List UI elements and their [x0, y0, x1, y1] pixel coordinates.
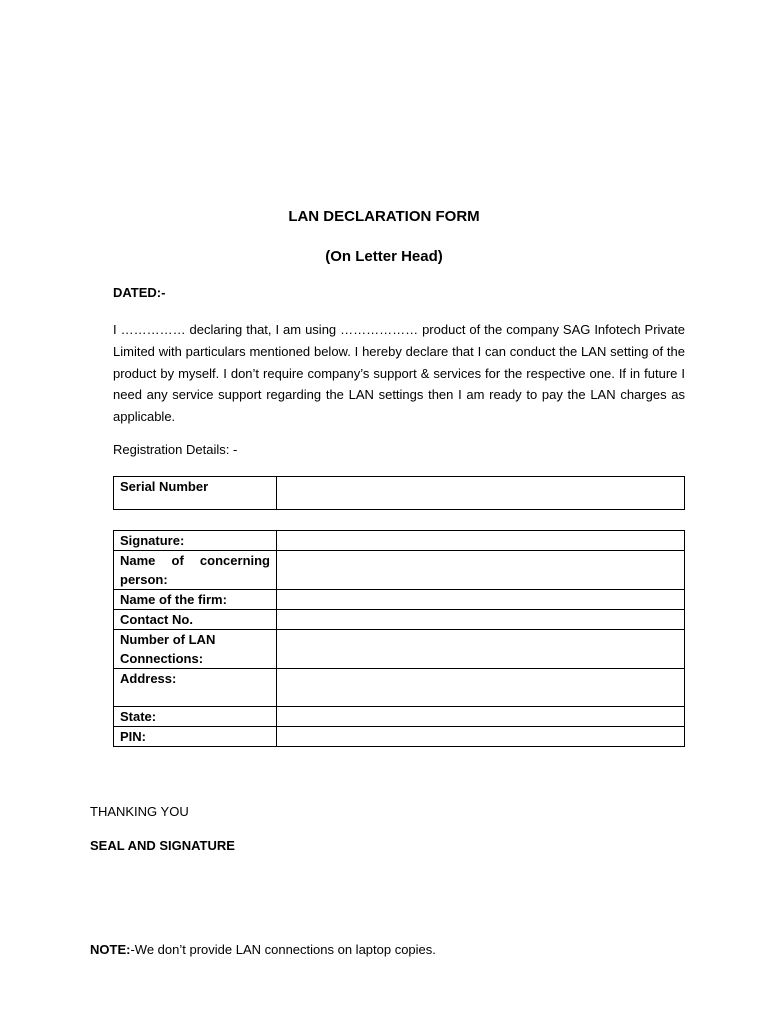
note	[90, 942, 436, 957]
concerning-person-label-line1: Name of concerning	[120, 553, 270, 568]
state-label: State:	[114, 707, 277, 727]
firm-name-label: Name of the firm:	[114, 590, 277, 610]
table-row	[114, 610, 685, 630]
signature-label: Signature:	[114, 531, 277, 551]
lan-connections-label	[114, 630, 277, 669]
note-label: NOTE:	[90, 942, 131, 957]
serial-number-field[interactable]	[277, 477, 685, 510]
table-row	[114, 727, 685, 747]
address-field[interactable]	[277, 669, 685, 707]
table-row	[114, 669, 685, 707]
declaration-paragraph: I …………… declaring that, I am using ……………… product of the company SAG Infotech Private Limited with particulars mentioned below. I hereby declare that I can conduct the LAN setting of the product by myself. I don’t require company’s support & services for the respective one. If in future I need any service support regarding the LAN settings then I am ready to pay the LAN charges as applicable.	[113, 322, 685, 425]
table-row	[114, 630, 685, 669]
lan-connections-label-line2: Connections:	[120, 651, 204, 666]
concerning-person-field[interactable]	[277, 551, 685, 590]
serial-number-table	[113, 476, 685, 510]
serial-number-label: Serial Number	[114, 477, 277, 510]
pin-label: PIN:	[114, 727, 277, 747]
concerning-person-label-line2: person:	[120, 572, 168, 587]
details-table	[113, 530, 685, 747]
table-row	[114, 531, 685, 551]
dated-label: DATED:-	[113, 285, 166, 300]
table-row	[114, 477, 685, 510]
state-field[interactable]	[277, 707, 685, 727]
table-row	[114, 590, 685, 610]
concerning-person-label	[114, 551, 277, 590]
pin-field[interactable]	[277, 727, 685, 747]
lan-connections-field[interactable]	[277, 630, 685, 669]
form-title: LAN DECLARATION FORM	[288, 208, 480, 225]
seal-and-signature: SEAL AND SIGNATURE	[90, 838, 235, 853]
registration-details-label: Registration Details: -	[113, 442, 238, 457]
note-text: -We don’t provide LAN connections on laptop copies.	[130, 942, 436, 957]
signature-field[interactable]	[277, 531, 685, 551]
table-row	[114, 707, 685, 727]
thanking-text: THANKING YOU	[90, 804, 189, 819]
address-label: Address:	[114, 669, 277, 707]
contact-number-label: Contact No.	[114, 610, 277, 630]
lan-connections-label-line1: Number of LAN	[120, 632, 216, 647]
form-subtitle: (On Letter Head)	[325, 248, 443, 265]
firm-name-field[interactable]	[277, 590, 685, 610]
contact-number-field[interactable]	[277, 610, 685, 630]
table-row	[114, 551, 685, 590]
